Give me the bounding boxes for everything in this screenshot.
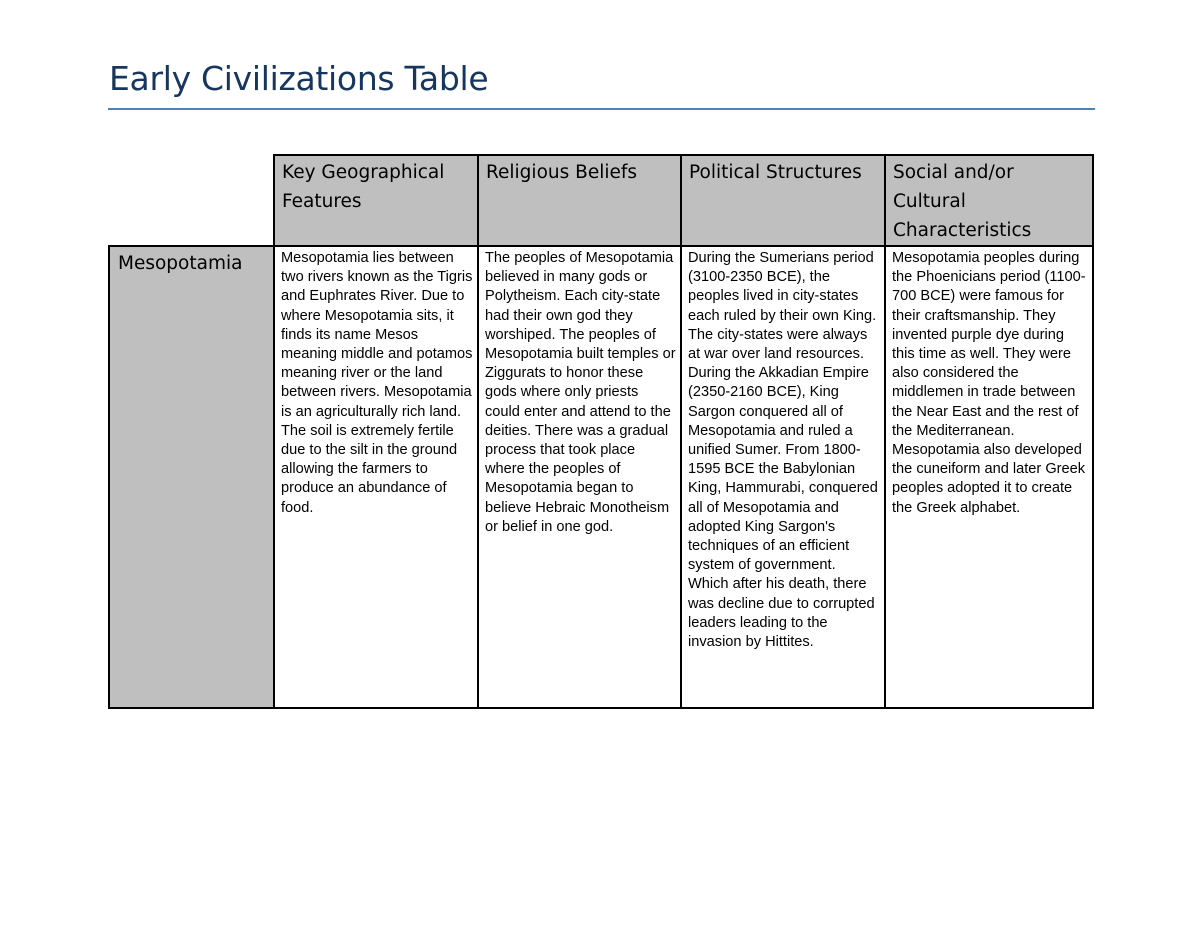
header-political-structures: Political Structures [681, 155, 885, 246]
cell-social-cultural-characteristics: Mesopotamia peoples during the Phoenicians period (1100-700 BCE) were famous for their craftsmanship. They invented purple dye during this time as well. They were also considered the middlemen in trade between the Near East and the rest of the Mediterranean. Mesopotamia also developed the cuneiform and later Greek peoples adopted it to create the Greek alphabet. [885, 246, 1093, 708]
table-header-row [109, 155, 1093, 246]
title-underline [108, 108, 1095, 110]
cell-geographical-features: Mesopotamia lies between two rivers known as the Tigris and Euphrates River. Due to where Mesopotamia sits, it finds its name Mesos meaning middle and potamos meaning river or the land between rivers. Mesopotamia is an agriculturally rich land. The soil is extremely fertile due to the silt in the ground allowing the farmers to produce an abundance of food. [274, 246, 478, 708]
cell-political-structures: During the Sumerians period (3100-2350 BCE), the peoples lived in city-states each ruled by their own King. The city-states were always at war over land resources. During the Akkadian Empire (2350-2160 BCE), King Sargon conquered all of Mesopotamia and ruled a unified Sumer. From 1800-1595 BCE the Babylonian King, Hammurabi, conquered all of Mesopotamia and adopted King Sargon's techniques of an efficient system of government. Which after his death, there was decline due to corrupted leaders leading to the invasion by Hittites. [681, 246, 885, 708]
header-religious-beliefs: Religious Beliefs [478, 155, 681, 246]
document-title: Early Civilizations Table [109, 59, 489, 98]
row-label-mesopotamia: Mesopotamia [109, 246, 274, 708]
cell-religious-beliefs: The peoples of Mesopotamia believed in many gods or Polytheism. Each city-state had their own god they worshiped. The peoples of Mesopotamia built temples or Ziggurats to honor these gods where only priests could enter and attend to the deities. There was a gradual process that took place where the peoples of Mesopotamia began to believe Hebraic Monotheism or belief in one god. [478, 246, 681, 708]
civilizations-table [108, 154, 1094, 709]
table-row [109, 246, 1093, 708]
table-corner-cell [109, 155, 274, 246]
header-social-cultural-characteristics: Social and/or Cultural Characteristics [885, 155, 1093, 246]
header-key-geographical-features: Key Geographical Features [274, 155, 478, 246]
